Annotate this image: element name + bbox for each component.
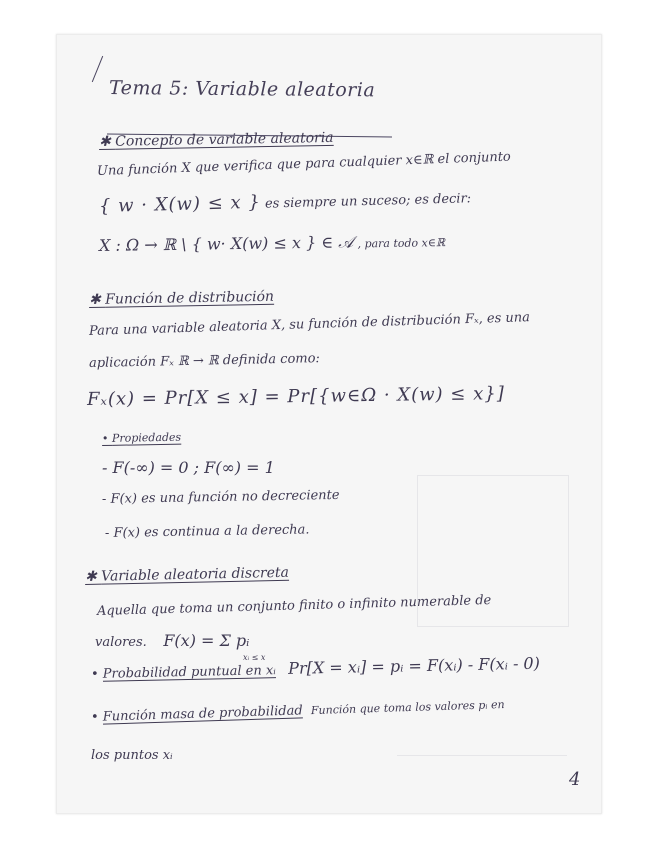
concepto-line-3: X : Ω → ℝ \ { w· X(w) ≤ x } ∈ 𝒜 , para todo x∈ℝ (98, 232, 446, 255)
probabilidad-puntual: • Probabilidad puntual en xᵢ Pr[X = xᵢ] = pᵢ = F(xᵢ) - F(xᵢ - 0) (90, 653, 541, 682)
distribucion-formula: Fₓ(x) = Pr[X ≤ x] = Pr[{w∈Ω · X(w) ≤ x}] (86, 383, 505, 410)
propiedades-label: • Propiedades (101, 430, 182, 445)
discreta-line-1: Aquella que toma un conjunto finito o infinito numerable de (96, 592, 492, 619)
page-title: Tema 5: Variable aleatoria (108, 77, 376, 102)
propiedad-2: - F(x) es una función no decreciente (101, 487, 340, 507)
propiedad-3: - F(x) es continua a la derecha. (104, 522, 310, 541)
heading-variable-discreta: ✱ Variable aleatoria discreta (84, 564, 290, 585)
bleed-through-line (397, 755, 567, 756)
bullet-icon: • (90, 709, 104, 725)
margin-stroke (92, 56, 103, 82)
asterisk-icon: ✱ (88, 291, 106, 308)
asterisk-icon: ✱ (84, 568, 102, 585)
distribucion-line-2: aplicación Fₓ ℝ → ℝ definida como: (88, 351, 321, 371)
funcion-masa-line-2: los puntos xᵢ (91, 748, 173, 763)
distribucion-line-1: Para una variable aleatoria X, su función de distribución Fₓ, es una (88, 310, 531, 339)
concepto-line-2: { w · X(w) ≤ x } es siempre un suceso; es decir: (98, 191, 472, 217)
discreta-line-2: valores. F(x) = Σ pᵢ (95, 631, 250, 650)
asterisk-icon: ✱ (98, 133, 116, 150)
funcion-masa: • Función masa de probabilidad Función que toma los valores pᵢ en (90, 698, 505, 725)
notebook-page (56, 34, 602, 814)
page-number: 4 (569, 769, 582, 790)
propiedad-1: - F(-∞) = 0 ; F(∞) = 1 (102, 458, 275, 477)
bullet-icon: • (101, 431, 113, 445)
heading-concepto: ✱ Concepto de variable aleatoria (98, 129, 334, 150)
concepto-line-1: Una función X que verifica que para cualquier x∈ℝ el conjunto (96, 149, 512, 179)
discreta-sum-subscript: xᵢ ≤ x (243, 653, 266, 662)
heading-funcion-distribucion: ✱ Función de distribución (88, 288, 275, 308)
bullet-icon: • (90, 666, 103, 682)
